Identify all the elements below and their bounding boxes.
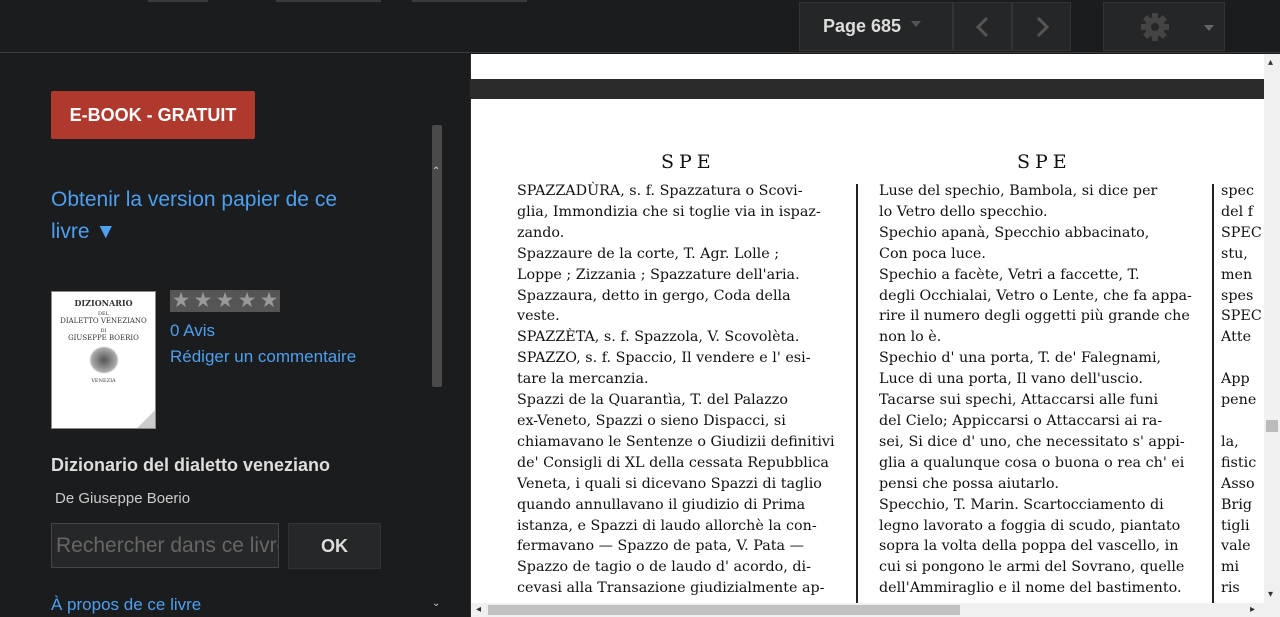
paper-version-link[interactable]: Obtenir la version papier de ce livre ▼ <box>51 188 337 243</box>
cover-title-text: GIUSEPPE BOERIO <box>68 334 139 342</box>
text-line: pene <box>1221 392 1257 409</box>
scrollbar-corner <box>1264 603 1280 617</box>
chevron-down-icon <box>1204 25 1214 31</box>
text-line: Atte <box>1221 329 1252 346</box>
scroll-up-icon[interactable]: ⌃ <box>432 166 441 177</box>
text-line <box>1221 411 1264 432</box>
toolbar-edge-mark <box>412 0 527 2</box>
text-line: spes <box>1221 287 1254 304</box>
text-line: SPEC <box>1221 224 1262 241</box>
text-line: quando annullavano il giudizio di Prima <box>517 496 806 513</box>
text-line: degli Occhialai, Vetro o Lente, che fa appa- <box>879 287 1192 304</box>
book-sidebar <box>0 54 470 617</box>
text-line: men <box>1221 266 1253 283</box>
text-line: cui si pongono le armi del Sovrano, quelle <box>879 559 1185 576</box>
cover-title-text: DEL <box>98 311 109 317</box>
text-line: glia, Immondizia che si toglie via in ispaz- <box>517 203 821 220</box>
text-line: Luce di una porta, Il vano dell'uscio. <box>879 371 1143 388</box>
text-line: Spechio apanà, Specchio abbacinato, <box>879 224 1150 241</box>
star-icon: ★ <box>171 289 191 312</box>
review-count-link[interactable]: 0 Avis <box>170 321 216 340</box>
text-line: App <box>1221 371 1250 388</box>
text-line: Spazzi de la Quarantìa, T. del Palazzo <box>517 392 788 409</box>
text-line: tigli <box>1221 517 1250 534</box>
column-rule <box>856 184 858 614</box>
text-line: Tacarse sui spechi, Attaccarsi alle funi <box>879 392 1159 409</box>
book-author: De Giuseppe Boerio <box>55 490 191 507</box>
text-line: SPAZZADÙRA, s. f. Spazzatura o Scovi- <box>517 183 803 199</box>
viewer-vertical-scrollbar[interactable] <box>1264 54 1280 603</box>
text-line: legno lavorato a foggia di scudo, piantato <box>879 517 1181 534</box>
viewer-horizontal-scrollbar-thumb[interactable] <box>488 605 960 615</box>
star-icon: ★ <box>237 289 257 312</box>
page-number-dropdown[interactable] <box>799 2 953 51</box>
cover-place-text: VENEZIA <box>91 378 116 384</box>
scroll-down-icon[interactable]: ⌄ <box>432 598 441 609</box>
text-line: fermavano — Spazzo de pata, V. Pata — <box>517 538 804 555</box>
scroll-left-icon[interactable]: ◂ <box>476 604 482 615</box>
chevron-down-icon <box>911 21 921 27</box>
previous-page-bottom <box>471 54 1264 79</box>
text-line: Specchio, T. Marin. Scartocciamento di <box>879 496 1164 513</box>
text-line: sei, Si dice d' uno, che necessitato s' appi- <box>879 433 1185 450</box>
rating-stars[interactable] <box>170 290 280 312</box>
text-line <box>1221 348 1264 369</box>
top-toolbar <box>0 0 1280 53</box>
text-line: fistic <box>1221 454 1257 471</box>
toolbar-edge-mark <box>148 0 208 2</box>
text-line: stu, <box>1221 245 1248 262</box>
prev-page-button[interactable] <box>953 2 1012 51</box>
text-line: lo Vetro dello specchio. <box>879 203 1048 220</box>
text-line: zando. <box>517 224 565 241</box>
page-curl-icon <box>137 410 155 428</box>
text-line: Loppe ; Zizzania ; Spazzature dell'aria. <box>517 266 800 283</box>
text-line: SPAZZO, s. f. Spaccio, Il vendere e l' esi- <box>517 350 811 367</box>
text-line: glia a qualunque cosa o buona o rea ch' ei <box>879 454 1185 471</box>
text-line: Veneta, i quali si dicevano Spazzi di taglio <box>517 475 822 492</box>
text-line: mi <box>1221 559 1240 576</box>
text-line: dell'Ammiraglio e il nome del bastimento. <box>879 580 1182 597</box>
next-page-button[interactable] <box>1012 2 1071 51</box>
text-line: veste. <box>517 308 560 325</box>
text-column-1 <box>517 181 849 599</box>
about-book-link[interactable]: À propos de ce livre <box>51 595 202 614</box>
search-in-book-input[interactable] <box>51 523 279 568</box>
text-line: Luse del spechio, Bambola, si dice per <box>879 183 1158 199</box>
text-line: SPAZZÈTA, s. f. Spazzola, V. Scovolèta. <box>517 329 800 346</box>
text-column-3 <box>1221 181 1264 599</box>
column-rule <box>1212 184 1214 614</box>
text-line: chiamavano le Sentenze o Giudizii definitivi <box>517 433 835 450</box>
text-line: Spechio a facète, Vetri a faccette, T. <box>879 266 1140 283</box>
text-line: sopra la volta della poppa del vascello, in <box>879 538 1179 555</box>
cover-emblem <box>89 346 119 374</box>
page-viewer[interactable] <box>470 54 1280 617</box>
column-header: SPE <box>661 151 716 173</box>
text-line: vale <box>1221 538 1251 555</box>
text-line: istanza, e Spazzi di laudo allorchè la con- <box>517 517 817 534</box>
sidebar-scrollbar-thumb[interactable] <box>432 125 442 387</box>
text-line: ex-Veneto, Spazzi o sieno Dispacci, si <box>517 412 786 429</box>
text-line: tare la mercanzia. <box>517 371 649 388</box>
text-line: Con poca luce. <box>879 245 986 262</box>
scanned-page <box>471 99 1264 617</box>
chevron-right-icon <box>1032 15 1052 39</box>
scroll-up-icon[interactable]: ▴ <box>1268 57 1274 68</box>
text-line: SPEC <box>1221 308 1262 325</box>
cover-title-text: DIALETTO VENEZIANO <box>60 317 147 325</box>
settings-button[interactable] <box>1103 2 1225 51</box>
write-review-link[interactable]: Rédiger un commentaire <box>170 347 357 366</box>
text-column-2 <box>879 181 1201 599</box>
text-line: Spazzo de tagio o de laudo d' acordo, di- <box>517 559 811 576</box>
text-line: del Cielo; Appiccarsi o Attaccarsi ai ra- <box>879 412 1163 429</box>
page-number-label: Page 685 <box>823 16 902 36</box>
text-line: de' Consigli di XL della cessata Repubblica <box>517 454 829 471</box>
text-line: Spazzaura, detto in gergo, Coda della <box>517 287 791 304</box>
scroll-down-icon[interactable]: ▾ <box>1268 589 1274 600</box>
text-line: Spechio d' una porta, T. de' Falegnami, <box>879 350 1162 367</box>
text-line: la, <box>1221 433 1239 450</box>
text-line: del f <box>1221 203 1254 220</box>
text-line: rire il numero degli oggetti più grande che <box>879 308 1190 325</box>
star-icon: ★ <box>215 289 235 312</box>
text-line: spec <box>1221 183 1254 199</box>
viewer-vertical-scrollbar-thumb[interactable] <box>1266 420 1278 432</box>
book-title: Dizionario del dialetto veneziano <box>51 455 331 475</box>
text-line: non lo è. <box>879 329 942 346</box>
toolbar-edge-mark <box>276 0 381 2</box>
star-icon: ★ <box>259 289 279 312</box>
scroll-right-icon[interactable]: ▸ <box>1250 604 1256 615</box>
text-line: Spazzaure de la corte, T. Agr. Lolle ; <box>517 245 780 262</box>
text-line: ris <box>1221 580 1240 597</box>
star-icon: ★ <box>193 289 213 312</box>
text-line: pensi che possa aiutarlo. <box>879 475 1059 492</box>
ebook-free-button[interactable]: E-BOOK - GRATUIT <box>51 91 255 139</box>
search-ok-button[interactable]: OK <box>288 523 381 569</box>
cover-title-text: DIZIONARIO <box>74 298 133 308</box>
text-line: cevasi alla Transazione giudizialmente ap- <box>517 580 825 597</box>
column-header: SPE <box>1017 151 1072 173</box>
cover-title-text: DI <box>100 328 107 334</box>
gear-icon <box>1140 12 1170 42</box>
text-line: Asso <box>1221 475 1255 492</box>
chevron-left-icon <box>973 15 993 39</box>
book-cover[interactable] <box>51 291 156 429</box>
text-line: Brig <box>1221 496 1253 513</box>
